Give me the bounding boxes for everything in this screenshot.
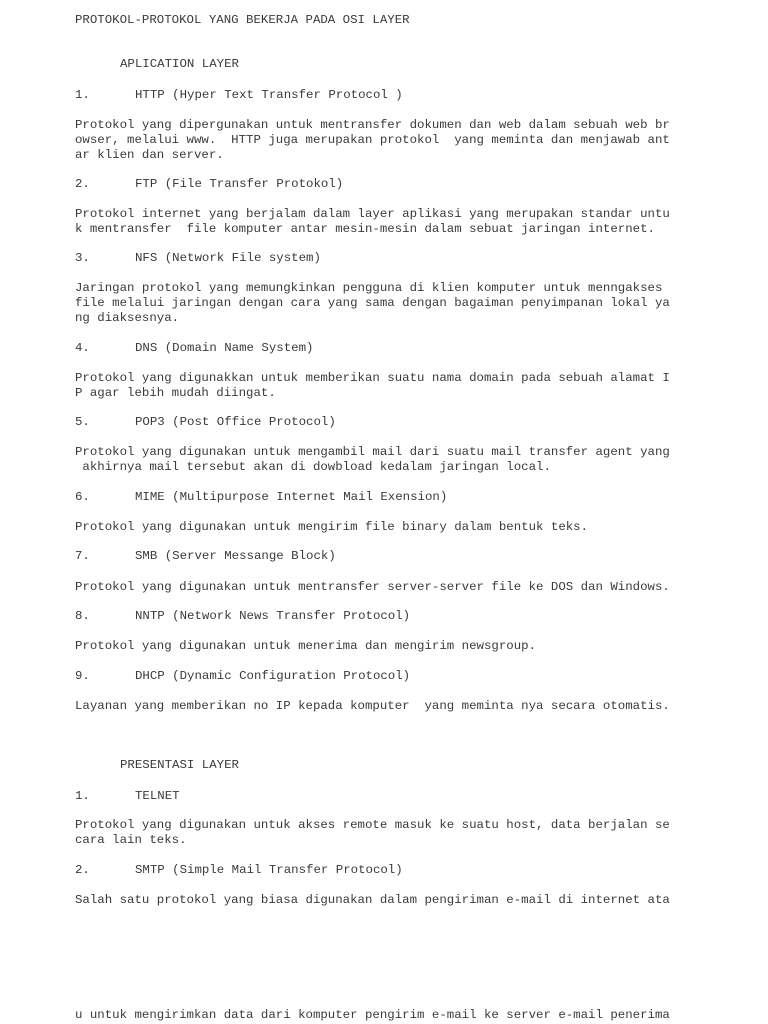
- item-description-line: k mentransfer file komputer antar mesin-mesin dalam sebuat jaringan internet.: [75, 222, 655, 236]
- item-number: 1.: [75, 789, 90, 803]
- document-title: PROTOKOL-PROTOKOL YANG BEKERJA PADA OSI LAYER: [75, 13, 410, 27]
- item-number: 6.: [75, 490, 90, 504]
- item-number: 7.: [75, 549, 90, 563]
- item-description-line: Jaringan protokol yang memungkinkan pengguna di klien komputer untuk menngakses: [75, 281, 663, 295]
- item-number: 8.: [75, 609, 90, 623]
- item-description-line: Protokol yang digunakan untuk menerima dan mengirim newsgroup.: [75, 639, 537, 653]
- continuation-line: u untuk mengirimkan data dari komputer pengirim e-mail ke server e-mail penerima: [75, 1008, 670, 1022]
- item-name-nfs: NFS (Network File system): [135, 251, 321, 265]
- item-description-line: Protokol yang dipergunakan untuk mentransfer dokumen dan web dalam sebuah web br: [75, 118, 670, 132]
- item-description-line: owser, melalui www. HTTP juga merupakan protokol yang meminta dan menjawab ant: [75, 133, 670, 147]
- item-description-line: P agar lebih mudah diingat.: [75, 386, 276, 400]
- item-description-line: ar klien dan server.: [75, 148, 224, 162]
- item-description-line: Protokol yang digunakan untuk akses remote masuk ke suatu host, data berjalan se: [75, 818, 670, 832]
- item-name-nntp: NNTP (Network News Transfer Protocol): [135, 609, 411, 623]
- item-description-line: Protokol yang digunakan untuk mentransfer server-server file ke DOS dan Windows.: [75, 580, 670, 594]
- item-description-line: Salah satu protokol yang biasa digunakan dalam pengiriman e-mail di internet ata: [75, 893, 670, 907]
- item-description-line: Protokol internet yang berjalam dalam layer aplikasi yang merupakan standar untu: [75, 207, 670, 221]
- item-description-line: cara lain teks.: [75, 833, 187, 847]
- item-number: 4.: [75, 341, 90, 355]
- item-name-telnet: TELNET: [135, 789, 180, 803]
- item-number: 2.: [75, 177, 90, 191]
- item-name-ftp: FTP (File Transfer Protokol): [135, 177, 344, 191]
- item-name-http: HTTP (Hyper Text Transfer Protocol ): [135, 88, 403, 102]
- item-name-smb: SMB (Server Messange Block): [135, 549, 336, 563]
- item-description-line: Protokol yang digunakan untuk mengirim file binary dalam bentuk teks.: [75, 520, 589, 534]
- item-number: 5.: [75, 415, 90, 429]
- item-description-line: Protokol yang digunakkan untuk memberikan suatu nama domain pada sebuah alamat I: [75, 371, 670, 385]
- item-name-dhcp: DHCP (Dynamic Configuration Protocol): [135, 669, 411, 683]
- item-description-line: file melalui jaringan dengan cara yang sama dengan bagaiman penyimpanan lokal ya: [75, 296, 670, 310]
- item-name-pop3: POP3 (Post Office Protocol): [135, 415, 336, 429]
- item-number: 3.: [75, 251, 90, 265]
- section-heading-application-layer: APLICATION LAYER: [120, 57, 239, 71]
- item-description-line: Layanan yang memberikan no IP kepada komputer yang meminta nya secara otomatis.: [75, 699, 670, 713]
- item-name-dns: DNS (Domain Name System): [135, 341, 314, 355]
- item-number: 9.: [75, 669, 90, 683]
- item-description-line: Protokol yang digunakan untuk mengambil mail dari suatu mail transfer agent yang: [75, 445, 670, 459]
- item-name-mime: MIME (Multipurpose Internet Mail Exension): [135, 490, 448, 504]
- item-description-line: akhirnya mail tersebut akan di dowbload kedalam jaringan local.: [75, 460, 551, 474]
- item-number: 2.: [75, 863, 90, 877]
- item-description-line: ng diaksesnya.: [75, 311, 180, 325]
- item-number: 1.: [75, 88, 90, 102]
- item-name-smtp: SMTP (Simple Mail Transfer Protocol): [135, 863, 403, 877]
- section-heading-presentasi-layer: PRESENTASI LAYER: [120, 758, 239, 772]
